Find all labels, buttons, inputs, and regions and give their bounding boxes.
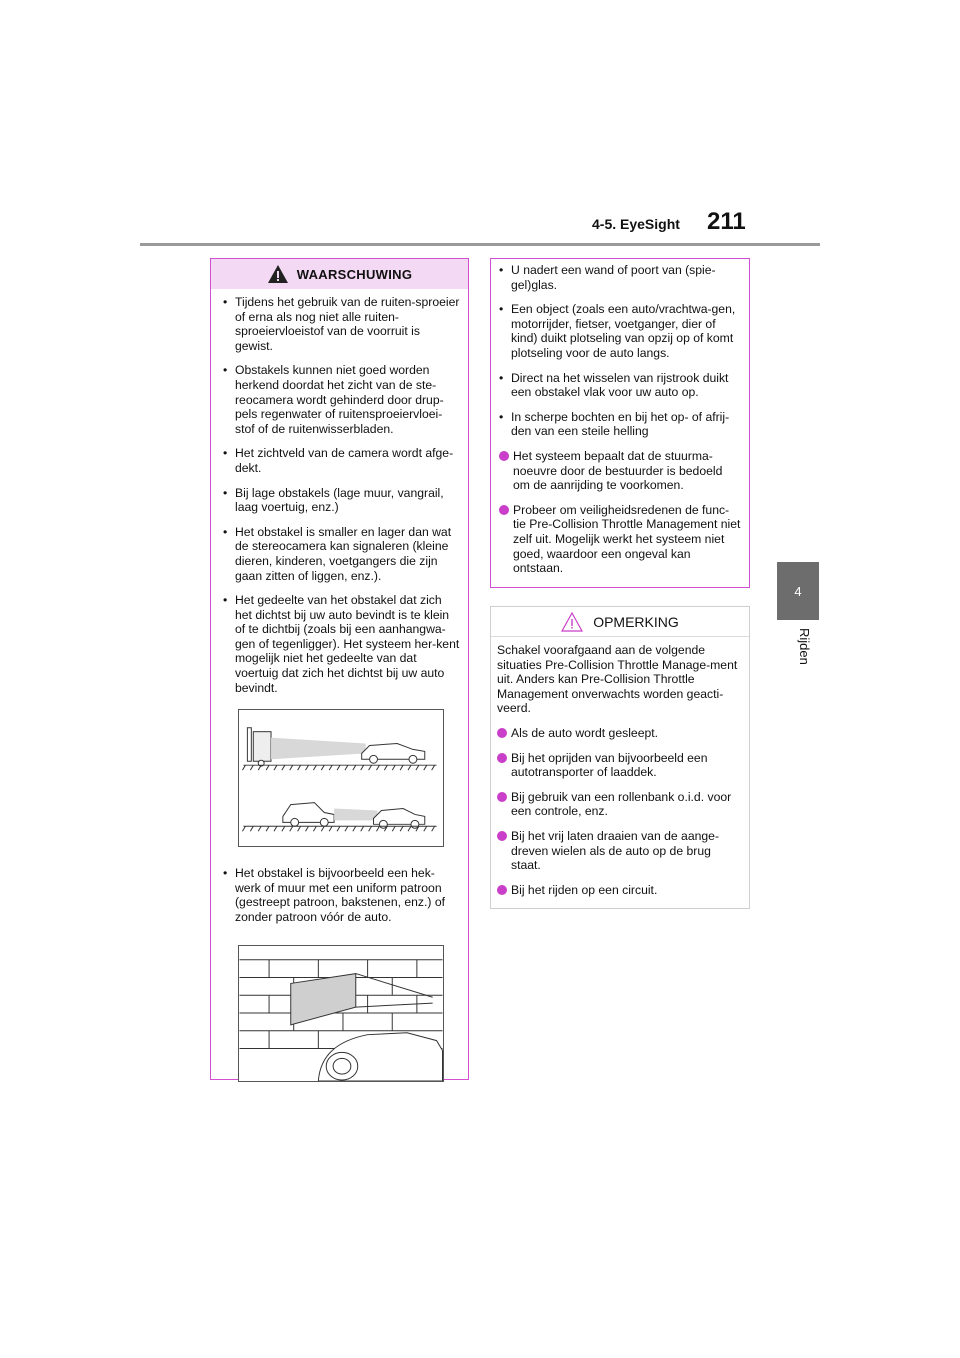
caution-triangle-icon: [561, 612, 583, 632]
note-header: [491, 607, 749, 637]
warning-item: • Het zichtveld van de camera wordt afge-dekt.: [223, 446, 454, 475]
chapter-label: Rijden: [797, 628, 812, 665]
chapter-number: 4: [794, 584, 802, 599]
warning-point: Probeer om veiligheidsredenen de func-tie Pre-Collision Throttle Management niet zelf uit. Mogelijk werkt het systeem niet goed, waardoor een ongeval kan ontstaan.: [499, 503, 741, 576]
chapter-tab[interactable]: [777, 562, 819, 620]
warning-item: • In scherpe bochten en bij het op- of afrij-den van een steile helling: [499, 409, 730, 439]
bullet-dot-icon: [497, 885, 507, 895]
bullet-dot-icon: [497, 831, 507, 841]
warning-item: • Het obstakel is bijvoorbeeld een hek-werk of muur met een uniform patroon (gestreept patroon, bakstenen, enz.) of zonder patroon vóór de auto.: [223, 866, 446, 925]
warning-header: [211, 259, 468, 289]
bullet-dot-icon: [497, 792, 507, 802]
bullet-dot-icon: [499, 451, 509, 461]
note-point: Bij het oprijden van bijvoorbeeld een autotransporter of laaddek.: [497, 751, 743, 780]
warning-item: • Een object (zoals een auto/vrachtwa-gen, motorrijder, fietser, voetganger, dier of kind) duikt plotseling van opzij op of komt plotseling voor de auto langs.: [499, 302, 736, 360]
bullet-dot-icon: [499, 505, 509, 515]
warning-item: • Obstakels kunnen niet goed worden herkend doordat het zicht van de ste-reocamera wordt gehinderd door drup-pels regenwater of ruitensproeiervloei-stof of de ruitenwisserbladen.: [223, 363, 444, 436]
note-title: OPMERKING: [593, 613, 679, 630]
warning-item: • U nadert een wand of poort van (spie-gel)glas.: [499, 263, 716, 292]
warning-item: • Direct na het wisselen van rijstrook duikt een obstakel vlak voor uw auto op.: [499, 370, 729, 400]
warning-point: Het systeem bepaalt dat de stuurma-noeuvre door de bestuurder is bedoeld om de aanrijding te voorkomen.: [499, 449, 741, 493]
wall-illustration: [238, 945, 444, 1082]
page-number: 211: [707, 208, 746, 235]
warning-item: • Tijdens het gebruik van de ruiten-sproeier of erna als nog niet alle ruiten-sproeiervloeistof van de voorruit is gewist.: [223, 295, 460, 353]
section-title: 4-5. EyeSight: [592, 216, 680, 232]
warning-item: • Bij lage obstakels (lage muur, vangrail, laag voertuig, enz.): [223, 485, 444, 515]
trailer-illustration: [238, 709, 444, 847]
warning-body: [211, 289, 468, 1101]
warning-title: WAARSCHUWING: [296, 266, 413, 282]
note-intro: Schakel voorafgaand aan de volgende situaties Pre-Collision Throttle Manage-ment uit. Anders kan Pre-Collision Throttle Management onverwachts worden geacti-veerd.: [497, 643, 738, 716]
bullet-dot-icon: [497, 728, 507, 738]
header-divider: [140, 243, 820, 246]
warning-box: [210, 258, 469, 1080]
warning-continuation-box: [490, 258, 750, 588]
note-point: Bij gebruik van een rollenbank o.i.d. voor een controle, enz.: [497, 790, 743, 819]
warning-triangle-icon: [267, 264, 289, 284]
note-point: Als de auto wordt gesleept.: [497, 726, 743, 741]
bullet-dot-icon: [497, 753, 507, 763]
warning-item: • Het obstakel is smaller en lager dan wat de stereocamera kan signaleren (kleine dieren, kinderen, voetgangers die zijn gaan zitten of liggen, enz.).: [223, 524, 452, 583]
note-point: Bij het rijden op een circuit.: [497, 883, 743, 898]
warning-item: • Het gedeelte van het obstakel dat zich het dichtst bij uw auto bevindt is te klein of te dichtbij (zoals bij een aanhangwa-gen of tegenligger). Het systeem her-kent mogelijk niet het gedeelte van dat voertuig dat zich het dichtst bij uw auto bevindt.: [223, 593, 460, 695]
note-box: [490, 606, 750, 909]
note-point: Bij het vrij laten draaien van de aange-dreven wielen als de auto op de brug staat.: [497, 829, 743, 873]
